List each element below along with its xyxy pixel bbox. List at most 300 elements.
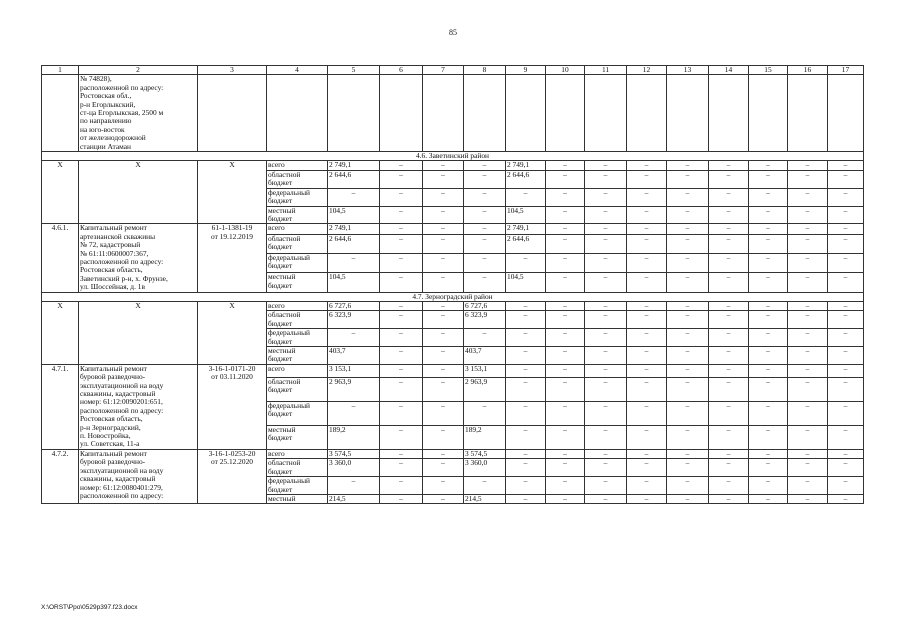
value-cell: – <box>546 459 585 477</box>
value-cell: – <box>627 377 667 401</box>
object-number-cell: 4.6.1. <box>42 224 79 292</box>
value-cell: – <box>627 170 667 188</box>
value-cell: – <box>380 364 423 377</box>
value-cell: – <box>667 494 709 503</box>
value-cell: – <box>423 224 464 234</box>
value-cell: – <box>506 311 546 329</box>
value-cell: – <box>546 425 585 449</box>
value-cell: – <box>546 253 585 272</box>
value-cell: – <box>585 477 627 495</box>
value-cell: – <box>627 494 667 503</box>
value-cell: – <box>749 449 788 458</box>
x-marker-cell: Х <box>79 161 198 224</box>
budget-type-cell: областной бюджет <box>267 170 328 188</box>
value-cell: – <box>585 425 627 449</box>
budget-type-cell: местный бюджет <box>267 206 328 224</box>
value-cell: – <box>828 253 864 272</box>
value-cell: – <box>788 206 828 224</box>
value-cell: – <box>546 273 585 292</box>
value-cell: – <box>788 364 828 377</box>
value-cell: – <box>788 459 828 477</box>
value-cell: – <box>585 347 627 365</box>
budget-type-cell: федеральный бюджет <box>267 329 328 347</box>
value-cell: 104,5 <box>506 206 546 224</box>
budget-type-cell: всего <box>267 449 328 458</box>
value-cell: – <box>627 301 667 310</box>
value-cell: – <box>828 273 864 292</box>
budget-type-cell: федеральный бюджет <box>267 477 328 495</box>
value-cell: – <box>667 224 709 234</box>
value-cell: – <box>585 170 627 188</box>
value-cell: – <box>423 477 464 495</box>
value-cell: – <box>585 234 627 253</box>
value-cell: 189,2 <box>464 425 506 449</box>
object-number-cell: 4.7.1. <box>42 364 79 449</box>
value-cell: – <box>464 273 506 292</box>
value-cell: – <box>828 377 864 401</box>
value-cell: – <box>423 329 464 347</box>
value-cell: 403,7 <box>464 347 506 365</box>
budget-type-cell: местный бюджет <box>267 273 328 292</box>
value-cell: – <box>506 477 546 495</box>
value-cell: – <box>585 401 627 425</box>
value-cell: – <box>585 494 627 503</box>
x-marker-cell: Х <box>198 161 267 224</box>
value-cell: – <box>546 301 585 310</box>
value-cell: – <box>328 253 380 272</box>
x-marker-cell: Х <box>79 301 198 364</box>
value-cell: – <box>627 449 667 458</box>
value-cell: – <box>667 206 709 224</box>
value-cell: – <box>423 311 464 329</box>
page-number: 85 <box>449 28 457 37</box>
value-cell: – <box>506 301 546 310</box>
value-cell: – <box>627 401 667 425</box>
value-cell: – <box>546 188 585 206</box>
value-cell: – <box>585 377 627 401</box>
value-cell: – <box>667 347 709 365</box>
value-cell: – <box>709 161 749 170</box>
district-total-row <box>42 161 864 170</box>
budget-type-cell: федеральный бюджет <box>267 253 328 272</box>
value-cell: – <box>828 234 864 253</box>
continuation-row <box>42 75 864 152</box>
value-cell: – <box>464 477 506 495</box>
value-cell: – <box>546 347 585 365</box>
value-cell: – <box>667 449 709 458</box>
column-number-cell: 12 <box>627 66 667 75</box>
object-number-cell: 4.7.2. <box>42 449 79 503</box>
value-cell: – <box>709 477 749 495</box>
value-cell: – <box>423 377 464 401</box>
value-cell: 3 153,1 <box>328 364 380 377</box>
value-cell: – <box>627 188 667 206</box>
value-cell: – <box>709 206 749 224</box>
value-cell: – <box>828 425 864 449</box>
value-cell: – <box>709 425 749 449</box>
budget-type-cell: всего <box>267 224 328 234</box>
value-cell: – <box>667 459 709 477</box>
value-cell: – <box>380 477 423 495</box>
value-cell: – <box>423 170 464 188</box>
value-cell: 6 727,6 <box>328 301 380 310</box>
value-cell: – <box>546 161 585 170</box>
budget-type-cell: областной бюджет <box>267 459 328 477</box>
value-cell: 6 323,9 <box>328 311 380 329</box>
value-cell: – <box>749 188 788 206</box>
value-cell: – <box>749 401 788 425</box>
value-cell: 104,5 <box>328 206 380 224</box>
value-cell: 3 574,5 <box>464 449 506 458</box>
value-cell: 2 963,9 <box>328 377 380 401</box>
value-cell: – <box>328 329 380 347</box>
value-cell: 2 644,6 <box>328 170 380 188</box>
value-cell: – <box>380 425 423 449</box>
object-description-cell: № 74828), расположенной по адресу: Ростовская обл., р-н Егорлыкский, ст-ца Егорлыкская, 2500 м по направлению на юго-восток от железнодорожной станции Атаман <box>79 75 198 152</box>
value-cell: – <box>709 311 749 329</box>
value-cell: – <box>828 224 864 234</box>
value-cell: – <box>788 311 828 329</box>
value-cell: – <box>585 188 627 206</box>
value-cell: – <box>749 477 788 495</box>
value-cell: – <box>506 425 546 449</box>
budget-type-cell: местный бюджет <box>267 425 328 449</box>
value-cell: – <box>709 301 749 310</box>
value-cell: – <box>709 401 749 425</box>
column-number-cell: 10 <box>546 66 585 75</box>
value-cell: – <box>749 425 788 449</box>
value-cell: – <box>464 401 506 425</box>
value-cell: – <box>828 311 864 329</box>
value-cell: – <box>709 170 749 188</box>
value-cell: – <box>828 401 864 425</box>
value-cell: – <box>423 401 464 425</box>
column-number-cell: 11 <box>585 66 627 75</box>
value-cell: – <box>464 329 506 347</box>
value-cell: – <box>585 224 627 234</box>
x-marker-cell: Х <box>198 301 267 364</box>
value-cell: 2 749,1 <box>506 224 546 234</box>
column-numbers-row <box>42 66 864 75</box>
value-cell: 214,5 <box>464 494 506 503</box>
value-cell: – <box>828 161 864 170</box>
value-cell: – <box>667 170 709 188</box>
budget-type-cell: всего <box>267 301 328 310</box>
value-cell: – <box>506 449 546 458</box>
x-marker-cell: Х <box>42 161 79 224</box>
value-cell: – <box>506 188 546 206</box>
x-marker-cell: Х <box>42 301 79 364</box>
value-cell: – <box>788 170 828 188</box>
value-cell: – <box>585 329 627 347</box>
value-cell: – <box>423 273 464 292</box>
value-cell: – <box>546 477 585 495</box>
value-cell: – <box>627 311 667 329</box>
value-cell: – <box>667 234 709 253</box>
value-cell: 3 360,0 <box>328 459 380 477</box>
district-section-row <box>42 152 864 161</box>
value-cell: – <box>546 224 585 234</box>
value-cell: – <box>585 161 627 170</box>
budget-type-cell: областной бюджет <box>267 311 328 329</box>
value-cell: – <box>709 224 749 234</box>
value-cell: – <box>667 425 709 449</box>
value-cell: – <box>380 347 423 365</box>
value-cell: – <box>627 234 667 253</box>
value-cell: – <box>627 347 667 365</box>
value-cell: – <box>749 377 788 401</box>
value-cell: 2 644,6 <box>506 234 546 253</box>
column-number-cell: 16 <box>788 66 828 75</box>
value-cell: – <box>667 188 709 206</box>
column-number-cell: 8 <box>464 66 506 75</box>
value-cell: – <box>585 253 627 272</box>
value-cell: – <box>828 170 864 188</box>
value-cell: – <box>380 224 423 234</box>
value-cell: – <box>788 449 828 458</box>
value-cell: – <box>828 364 864 377</box>
value-cell: 2 749,1 <box>506 161 546 170</box>
value-cell: – <box>585 459 627 477</box>
value-cell: – <box>380 188 423 206</box>
program-table <box>41 65 864 504</box>
value-cell: – <box>788 477 828 495</box>
value-cell: – <box>423 494 464 503</box>
value-cell: 2 644,6 <box>328 234 380 253</box>
value-cell: – <box>423 347 464 365</box>
value-cell: – <box>423 188 464 206</box>
object-code-cell: 3-16-1-0253-20 от 25.12.2020 <box>198 449 267 503</box>
value-cell: 104,5 <box>506 273 546 292</box>
value-cell: – <box>585 301 627 310</box>
value-cell: – <box>627 161 667 170</box>
value-cell: – <box>749 170 788 188</box>
value-cell: 403,7 <box>328 347 380 365</box>
object-row <box>42 449 864 458</box>
value-cell: – <box>788 188 828 206</box>
value-cell: – <box>749 459 788 477</box>
value-cell: – <box>423 161 464 170</box>
value-cell: – <box>546 401 585 425</box>
value-cell: – <box>328 401 380 425</box>
value-cell: – <box>506 253 546 272</box>
value-cell: 6 323,9 <box>464 311 506 329</box>
value-cell: – <box>667 301 709 310</box>
value-cell: – <box>709 234 749 253</box>
value-cell: – <box>328 477 380 495</box>
value-cell: 6 727,6 <box>464 301 506 310</box>
column-number-cell: 5 <box>328 66 380 75</box>
column-number-cell: 2 <box>79 66 198 75</box>
value-cell: – <box>380 459 423 477</box>
value-cell: – <box>788 301 828 310</box>
value-cell: – <box>546 311 585 329</box>
value-cell: – <box>380 161 423 170</box>
value-cell: – <box>788 329 828 347</box>
value-cell: 3 153,1 <box>464 364 506 377</box>
object-description-cell: Капитальный ремонт буровой разведочно- эксплуатационной на воду скважины, кадастровый номер: 61:12:0090201:651, расположенной по адресу: Ростовская область, р-н Зерноградский, п. Новостройка, ул. Советская, 11-а <box>79 364 198 449</box>
value-cell: – <box>709 329 749 347</box>
value-cell: – <box>749 273 788 292</box>
value-cell: – <box>627 477 667 495</box>
value-cell: – <box>585 273 627 292</box>
value-cell: – <box>423 234 464 253</box>
value-cell: – <box>546 170 585 188</box>
value-cell: – <box>788 273 828 292</box>
value-cell: – <box>749 329 788 347</box>
value-cell: – <box>464 161 506 170</box>
value-cell: – <box>788 401 828 425</box>
value-cell: – <box>749 161 788 170</box>
object-row <box>42 224 864 234</box>
value-cell: – <box>423 364 464 377</box>
value-cell: – <box>667 311 709 329</box>
value-cell: 214,5 <box>328 494 380 503</box>
budget-type-cell: областной бюджет <box>267 377 328 401</box>
value-cell: – <box>585 206 627 224</box>
value-cell: – <box>506 347 546 365</box>
value-cell: – <box>667 161 709 170</box>
value-cell: – <box>667 253 709 272</box>
value-cell: – <box>828 329 864 347</box>
value-cell: – <box>380 234 423 253</box>
budget-type-cell: местный <box>267 494 328 503</box>
value-cell: – <box>788 234 828 253</box>
file-path-footer: X:\ORST\Ppo\0529p397.f23.docx <box>41 604 138 611</box>
value-cell: – <box>464 253 506 272</box>
value-cell: – <box>627 364 667 377</box>
value-cell: – <box>749 347 788 365</box>
object-row <box>42 364 864 377</box>
value-cell: – <box>828 494 864 503</box>
value-cell: – <box>709 377 749 401</box>
value-cell: – <box>380 401 423 425</box>
value-cell: – <box>546 377 585 401</box>
value-cell: – <box>627 459 667 477</box>
object-code-cell: 61-1-1381-19 от 19.12.2019 <box>198 224 267 292</box>
value-cell: – <box>788 253 828 272</box>
budget-type-cell: местный бюджет <box>267 347 328 365</box>
value-cell: 3 360,0 <box>464 459 506 477</box>
value-cell: – <box>627 329 667 347</box>
value-cell: – <box>464 188 506 206</box>
value-cell: – <box>464 170 506 188</box>
value-cell: – <box>749 224 788 234</box>
value-cell: – <box>380 273 423 292</box>
value-cell: – <box>585 364 627 377</box>
value-cell: – <box>788 377 828 401</box>
value-cell: – <box>709 273 749 292</box>
value-cell: – <box>380 377 423 401</box>
value-cell: – <box>585 449 627 458</box>
value-cell: – <box>546 364 585 377</box>
value-cell: – <box>506 377 546 401</box>
value-cell: – <box>380 329 423 347</box>
value-cell: – <box>828 459 864 477</box>
value-cell: – <box>749 494 788 503</box>
value-cell: – <box>506 329 546 347</box>
value-cell: – <box>749 206 788 224</box>
value-cell: 2 749,1 <box>328 161 380 170</box>
value-cell: – <box>380 311 423 329</box>
value-cell: – <box>709 494 749 503</box>
value-cell: – <box>828 347 864 365</box>
value-cell: – <box>788 494 828 503</box>
value-cell: – <box>546 449 585 458</box>
value-cell: – <box>788 425 828 449</box>
column-number-cell: 7 <box>423 66 464 75</box>
value-cell: – <box>506 459 546 477</box>
value-cell: – <box>709 364 749 377</box>
object-code-cell: 3-16-1-0171-20 от 03.11.2020 <box>198 364 267 449</box>
value-cell: – <box>828 449 864 458</box>
value-cell: – <box>464 206 506 224</box>
budget-type-cell: всего <box>267 161 328 170</box>
budget-type-cell: федеральный бюджет <box>267 188 328 206</box>
column-number-cell: 4 <box>267 66 328 75</box>
value-cell: – <box>423 301 464 310</box>
value-cell: – <box>667 477 709 495</box>
district-section-row <box>42 292 864 301</box>
value-cell: – <box>423 253 464 272</box>
value-cell: – <box>828 206 864 224</box>
district-title: 4.6. Заветинский район <box>42 152 864 161</box>
value-cell: – <box>423 425 464 449</box>
value-cell: – <box>627 273 667 292</box>
column-number-cell: 9 <box>506 66 546 75</box>
value-cell: – <box>506 364 546 377</box>
value-cell: – <box>464 224 506 234</box>
value-cell: – <box>546 329 585 347</box>
value-cell: – <box>423 206 464 224</box>
object-description-cell: Капитальный ремонт буровой разведочно- эксплуатационной на воду скважины, кадастровый номер: 61:12:0080401:279, расположенной по адресу: <box>79 449 198 503</box>
value-cell: – <box>380 449 423 458</box>
value-cell: – <box>828 301 864 310</box>
value-cell: – <box>667 377 709 401</box>
column-number-cell: 1 <box>42 66 79 75</box>
value-cell: – <box>828 188 864 206</box>
value-cell: – <box>380 494 423 503</box>
column-number-cell: 6 <box>380 66 423 75</box>
value-cell: – <box>788 161 828 170</box>
value-cell: – <box>380 206 423 224</box>
object-description-cell: Капитальный ремонт артезианской скважины № 72, кадастровый № 61:11:0600007:367, расположенной по адресу: Ростовская область, Заветинский р-н, х. Фрунзе, ул. Шоссейная, д. 1в <box>79 224 198 292</box>
value-cell: – <box>749 311 788 329</box>
value-cell: – <box>546 494 585 503</box>
value-cell: – <box>627 253 667 272</box>
budget-type-cell: федеральный бюджет <box>267 401 328 425</box>
value-cell: – <box>667 273 709 292</box>
value-cell: – <box>585 311 627 329</box>
value-cell: – <box>709 347 749 365</box>
value-cell: – <box>709 253 749 272</box>
value-cell: – <box>627 425 667 449</box>
district-title: 4.7. Зерноградский район <box>42 292 864 301</box>
budget-type-cell: всего <box>267 364 328 377</box>
value-cell: – <box>709 459 749 477</box>
value-cell: – <box>506 494 546 503</box>
value-cell: – <box>828 477 864 495</box>
value-cell: 104,5 <box>328 273 380 292</box>
value-cell: – <box>380 253 423 272</box>
value-cell: – <box>506 401 546 425</box>
value-cell: 3 574,5 <box>328 449 380 458</box>
value-cell: 2 963,9 <box>464 377 506 401</box>
value-cell: – <box>788 224 828 234</box>
column-number-cell: 17 <box>828 66 864 75</box>
value-cell: – <box>464 234 506 253</box>
value-cell: – <box>546 234 585 253</box>
